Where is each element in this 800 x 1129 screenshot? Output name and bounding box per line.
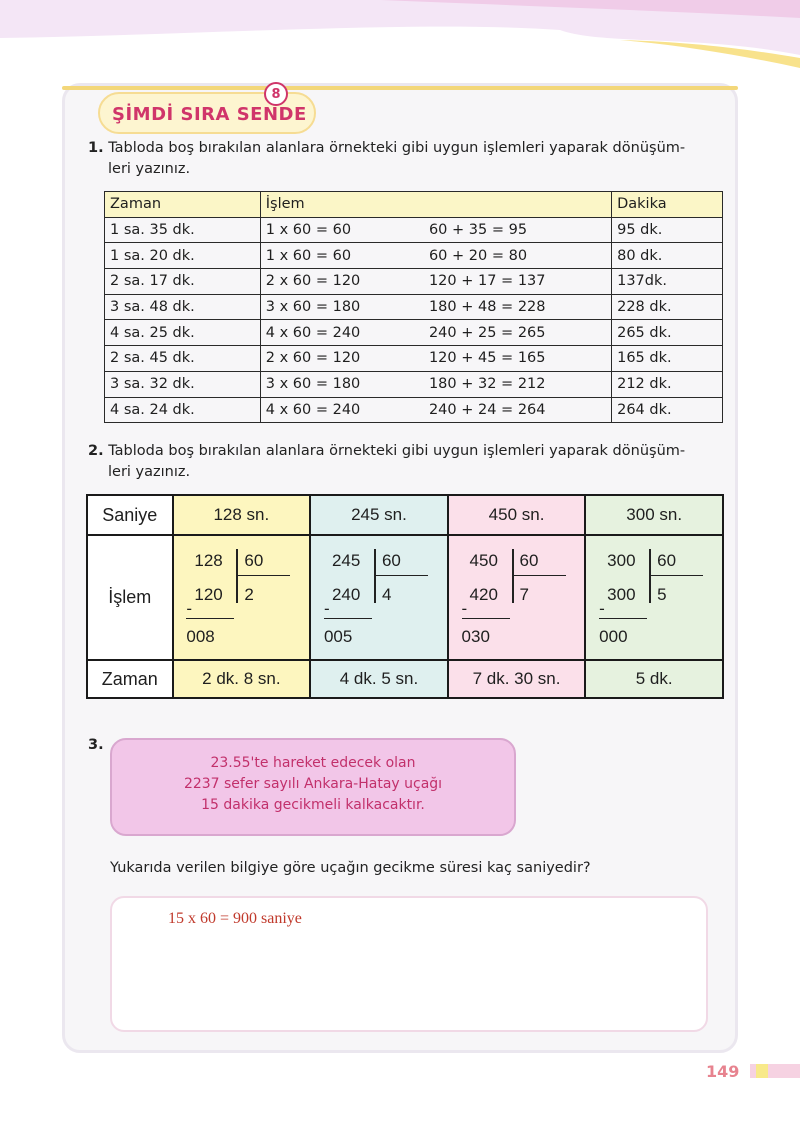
table-row: [105, 320, 723, 346]
top-decoration: [0, 0, 800, 70]
question-2-line2: leri yazınız.: [108, 464, 191, 480]
sum-cell: 60 + 20 = 80: [424, 243, 612, 269]
time-result-cell: 5 dk.: [585, 660, 723, 698]
header-zaman: Zaman: [105, 192, 261, 218]
divisor: 60: [381, 550, 401, 570]
divisor: 60: [519, 550, 539, 570]
multiply-cell: 4 x 60 = 240: [260, 397, 424, 423]
badge-title: ŞİMDİ SIRA SENDE: [112, 104, 307, 125]
minutes-cell: 264 dk.: [612, 397, 723, 423]
question-1-line2: leri yazınız.: [108, 161, 191, 177]
seconds-cell: 245 sn.: [310, 495, 448, 535]
long-division: [324, 543, 434, 653]
operation-row: [87, 535, 723, 660]
minutes-cell: 80 dk.: [612, 243, 723, 269]
info-line-2: 2237 sefer sayılı Ankara-Hatay uçağı: [183, 776, 443, 792]
remainder: 005: [323, 626, 353, 646]
sum-cell: 180 + 48 = 228: [424, 294, 612, 320]
minutes-cell: 228 dk.: [612, 294, 723, 320]
quotient: 5: [657, 584, 667, 604]
table-row: [105, 217, 723, 243]
table-row: [105, 371, 723, 397]
question-3-number: 3.: [88, 737, 104, 753]
sum-cell: 120 + 45 = 165: [424, 346, 612, 372]
row-label-islem: İşlem: [87, 535, 173, 660]
time-result-cell: 7 dk. 30 sn.: [448, 660, 586, 698]
quotient-line: [514, 575, 566, 577]
remainder: 008: [186, 626, 215, 646]
multiply-cell: 4 x 60 = 240: [260, 320, 424, 346]
time-row: [87, 660, 723, 698]
time-cell: 3 sa. 32 dk.: [105, 371, 261, 397]
subtrahend: 300: [607, 584, 636, 604]
answer-text: 15 x 60 = 900 saniye: [168, 910, 302, 927]
time-result-cell: 2 dk. 8 sn.: [173, 660, 311, 698]
subtrahend: 120: [194, 584, 223, 604]
minus-sign: -: [186, 598, 193, 618]
question-2-number: 2.: [88, 443, 104, 459]
multiply-cell: 1 x 60 = 60: [260, 217, 424, 243]
row-label-zaman: Zaman: [87, 660, 173, 698]
page-number-bar-accent: [756, 1064, 768, 1078]
multiply-cell: 1 x 60 = 60: [260, 243, 424, 269]
header-islem: İşlem: [260, 192, 611, 218]
division-cell: [310, 535, 448, 660]
question-1-number: 1.: [88, 140, 104, 156]
multiply-cell: 3 x 60 = 180: [260, 371, 424, 397]
division-cell: [585, 535, 723, 660]
multiply-cell: 3 x 60 = 180: [260, 294, 424, 320]
table-1-header-row: [105, 192, 723, 218]
sum-cell: 240 + 25 = 265: [424, 320, 612, 346]
time-cell: 2 sa. 17 dk.: [105, 269, 261, 295]
remainder: 000: [599, 626, 628, 646]
info-line-3: 15 dakika gecikmeli kalkacaktır.: [201, 797, 425, 813]
divisor: 60: [657, 550, 677, 570]
long-division: [462, 543, 572, 653]
subtrahend: 240: [331, 584, 361, 604]
table-row: [105, 243, 723, 269]
dividend: 450: [469, 550, 498, 570]
multiply-cell: 2 x 60 = 120: [260, 269, 424, 295]
minutes-cell: 212 dk.: [612, 371, 723, 397]
question-3-text: Yukarıda verilen bilgiye göre uçağın gecikme süresi kaç saniyedir?: [110, 860, 591, 876]
minus-sign: -: [323, 598, 330, 618]
top-decoration-shape: [0, 0, 800, 70]
conversion-table-2: [86, 494, 724, 699]
header-dakika: Dakika: [612, 192, 723, 218]
time-cell: 1 sa. 20 dk.: [105, 243, 261, 269]
sum-cell: 120 + 17 = 137: [424, 269, 612, 295]
time-result-cell: 4 dk. 5 sn.: [310, 660, 448, 698]
seconds-row: [87, 495, 723, 535]
row-label-saniye: Saniye: [87, 495, 173, 535]
sum-cell: 60 + 35 = 95: [424, 217, 612, 243]
conversion-table-1: [104, 191, 723, 423]
division-cell: [448, 535, 586, 660]
multiply-cell: 2 x 60 = 120: [260, 346, 424, 372]
division-cell: [173, 535, 311, 660]
quotient-line: [376, 575, 428, 577]
time-cell: 4 sa. 25 dk.: [105, 320, 261, 346]
minutes-cell: 265 dk.: [612, 320, 723, 346]
divisor: 60: [244, 550, 264, 570]
dividend: 245: [331, 550, 361, 570]
subtraction-line: [599, 618, 647, 620]
minutes-cell: 165 dk.: [612, 346, 723, 372]
quotient: 7: [519, 584, 530, 604]
sum-cell: 180 + 32 = 212: [424, 371, 612, 397]
question-1-line1: Tabloda boş bırakılan alanlara örnekteki gibi uygun işlemleri yaparak dönüşüm-: [108, 140, 686, 156]
table-row: [105, 294, 723, 320]
seconds-cell: 128 sn.: [173, 495, 311, 535]
question-2-line1: Tabloda boş bırakılan alanlara örnekteki gibi uygun işlemleri yaparak dönüşüm-: [108, 443, 686, 459]
seconds-cell: 450 sn.: [448, 495, 586, 535]
subtrahend: 420: [469, 584, 498, 604]
page-number: 149: [706, 1062, 740, 1081]
minus-sign: -: [599, 598, 605, 618]
subtraction-line: [462, 618, 510, 620]
long-division: [186, 543, 296, 653]
minutes-cell: 137dk.: [612, 269, 723, 295]
dividend: 128: [194, 550, 223, 570]
info-line-1: 23.55'te hareket edecek olan: [210, 755, 416, 771]
dividend: 300: [607, 550, 636, 570]
badge-number: 8: [264, 82, 288, 106]
table-row: [105, 397, 723, 423]
subtraction-line: [324, 618, 372, 620]
table-row: [105, 346, 723, 372]
question-2: [88, 441, 685, 462]
seconds-cell: 300 sn.: [585, 495, 723, 535]
minus-sign: -: [461, 598, 468, 618]
time-cell: 1 sa. 35 dk.: [105, 217, 261, 243]
quotient-line: [238, 575, 290, 577]
quotient: 4: [381, 584, 392, 604]
time-cell: 4 sa. 24 dk.: [105, 397, 261, 423]
quotient: 2: [244, 584, 254, 604]
long-division: [599, 543, 709, 653]
time-cell: 3 sa. 48 dk.: [105, 294, 261, 320]
sum-cell: 240 + 24 = 264: [424, 397, 612, 423]
remainder: 030: [461, 626, 490, 646]
time-cell: 2 sa. 45 dk.: [105, 346, 261, 372]
subtraction-line: [186, 618, 234, 620]
panel-top-stripe: [62, 86, 738, 90]
table-row: [105, 269, 723, 295]
quotient-line: [651, 575, 703, 577]
question-1: [88, 138, 685, 159]
minutes-cell: 95 dk.: [612, 217, 723, 243]
